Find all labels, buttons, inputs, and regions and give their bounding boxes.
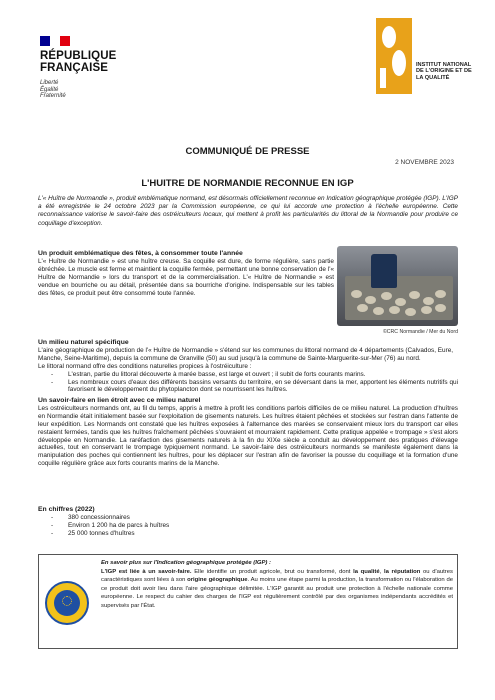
section2-heading: Un milieu naturel spécifique [38, 339, 129, 346]
inao-emblem-icon [376, 18, 412, 94]
section-savoir-faire [38, 397, 458, 468]
list-item: - Environ 1 200 ha de parcs à huîtres [48, 522, 458, 530]
section2-body: L'aire géographique de production de l'« Huître de Normandie » s'étend sur les communes du littoral normand de 4 départements (Calvados, Eure, Manche, Seine-Maritime), depuis la commune de Granville (50) au sud jusqu'à la commune de Sainte-Marguerite-sur-Mer (76) au nord. [38, 347, 454, 363]
document-title: L'HUITRE DE NORMANDIE RECONNUE EN IGP [141, 178, 354, 189]
oyster-photo [337, 246, 458, 326]
press-release-title: COMMUNIQUÉ DE PRESSE [185, 146, 310, 157]
section1-body: L'« Huître de Normandie » est une huître creuse. Sa coquille est dure, de forme régulière, sans partie ébréchée. Le muscle est ferme et maintient la coquille fermée, permettant une bonne conservation de l'« Huître de Normandie » lors du transport et de la commercialisation. L'« Huître de Normandie » est vendue en bourriche ou au détail, présentée dans sa bourriche d'origine. Indispensable sur les tables des fêtes, ce produit peut être consommé toute l'année. [38, 258, 334, 297]
section3-heading: Un savoir-faire en lien étroit avec ce milieu naturel [38, 397, 201, 404]
inao-line3: LA QUALITÉ [416, 74, 450, 81]
igp-text1: Elle identifie un produit agricole, brut ou transformé, dont [191, 568, 354, 575]
igp-heading: En savoir plus sur l'Indication géographique protégée (IGP) : [101, 560, 271, 566]
igp-sep1: , [379, 568, 384, 575]
motto-egalite: Égalité [40, 86, 59, 93]
section4-heading: En chiffres (2022) [38, 506, 95, 513]
republique-francaise-logo [40, 36, 116, 100]
section2-list [48, 371, 458, 394]
intro-paragraph: L'« Huître de Normandie », produit emblématique normand, est désormais officiellement reconnue en Indication géographique protégée (IGP). L'IGP a été enregistrée le 24 octobre 2023 par la Commission européenne, ce qui lui accorde une protection à l'échelle européenne. Cette reconnaissance valorise le savoir-faire des ostréiculteurs locaux, qui mettent à profit les particularités du littoral de la Normandie pour produire ce coquillage d'exception. [38, 195, 458, 227]
republic-motto [40, 80, 116, 100]
republic-name-line1: RÉPUBLIQUE [40, 50, 117, 62]
inao-logo [376, 18, 472, 94]
french-flag-icon [40, 36, 70, 46]
igp-bold-origin: origine géographique [187, 577, 248, 584]
motto-fraternite: Fraternité [40, 93, 66, 99]
igp-lead-bold: L'IGP est liée à un savoir-faire. [101, 568, 192, 575]
figures-list [48, 514, 458, 537]
section-produit-emblematique [38, 250, 334, 297]
list-item: - L'estran, partie du littoral découverte à marée basse, est large et ouvert ; il subit de forts courants marins. [48, 371, 458, 379]
inao-name [416, 62, 495, 81]
section1-heading: Un produit emblématique des fêtes, à consommer toute l'année [38, 250, 243, 257]
igp-text2: ou d'autres caractéristiques sont liées à son [101, 568, 453, 584]
photo-caption: ©CRC Normandie / Mer du Nord [382, 329, 458, 335]
igp-bold-reputation: la réputation [383, 568, 421, 575]
inao-line2: DE L'ORIGINE ET DE [416, 68, 472, 75]
list-item: - Les nombreux cours d'eaux des différents bassins versants du territoire, en se déversant dans la mer, apportent les éléments nutritifs qui favorisent le développement du phytoplancton dont se nourrissent les huîtres. [48, 379, 458, 395]
republic-name-line2: FRANÇAISE [40, 62, 108, 74]
igp-info-text [101, 559, 453, 611]
igp-info-box [38, 554, 458, 649]
igp-label-icon [45, 581, 89, 625]
list-item: - 380 concessionnaires [48, 514, 458, 522]
section3-body: Les ostréiculteurs normands ont, au fil du temps, appris à mettre à profit les conditions parfois difficiles de ce milieu naturel. La production d'huîtres en Normandie était initialement basée sur l'exploitation de gisements naturels. Les huîtres étaient pêchées et stockées sur l'estran dans l'attente de leur expédition. Les Normands ont constaté que les huîtres exposées à l'alternance des marées se conservaient mieux lors du transport car elles restaient fermées, tandis que les huîtres fraîchement pêchées s'ouvraient et mourraient rapidement. Cette pratique appelée « trompage » s'est alors développée en Normandie. La raréfaction des gisements naturels à la fin du XIXe siècle a conduit au développement des pratiques d'élevage actuelles, tout en conservant le trompage typiquement normand. Le savoir-faire des ostréiculteurs normands se manifeste également dans la manipulation des poches qui contiennent les huîtres, pour les déplacer sur l'estran afin de favoriser la pousse du coquillage et la formation d'une coquille régulière grâce aux forts courants marins de la Manche. [38, 405, 458, 467]
section2-body2: Le littoral normand offre des conditions naturelles propices à l'ostréiculture : [38, 363, 252, 370]
igp-text3: . Au moins une étape parmi la production, la transformation ou l'élaboration de ce produit doit avoir lieu dans l'aire géographique délimitée. L'IGP garantit au produit une protection à l'échelle nationale comme européenne. Le respect du cahier des charges de l'IGP est régulièrement contrôlé par des organismes indépendants accrédités et supervisés par l'État. [101, 577, 453, 609]
igp-lead [101, 569, 453, 609]
igp-bold-quality: la qualité [353, 568, 380, 575]
release-date: 2 NOVEMBRE 2023 [395, 159, 454, 166]
list-item: - 25 000 tonnes d'huîtres [48, 530, 458, 538]
motto-liberte: Liberté [40, 80, 59, 86]
section-chiffres [38, 506, 458, 538]
inao-line1: INSTITUT NATIONAL [416, 62, 472, 68]
section-milieu-naturel [38, 339, 458, 394]
